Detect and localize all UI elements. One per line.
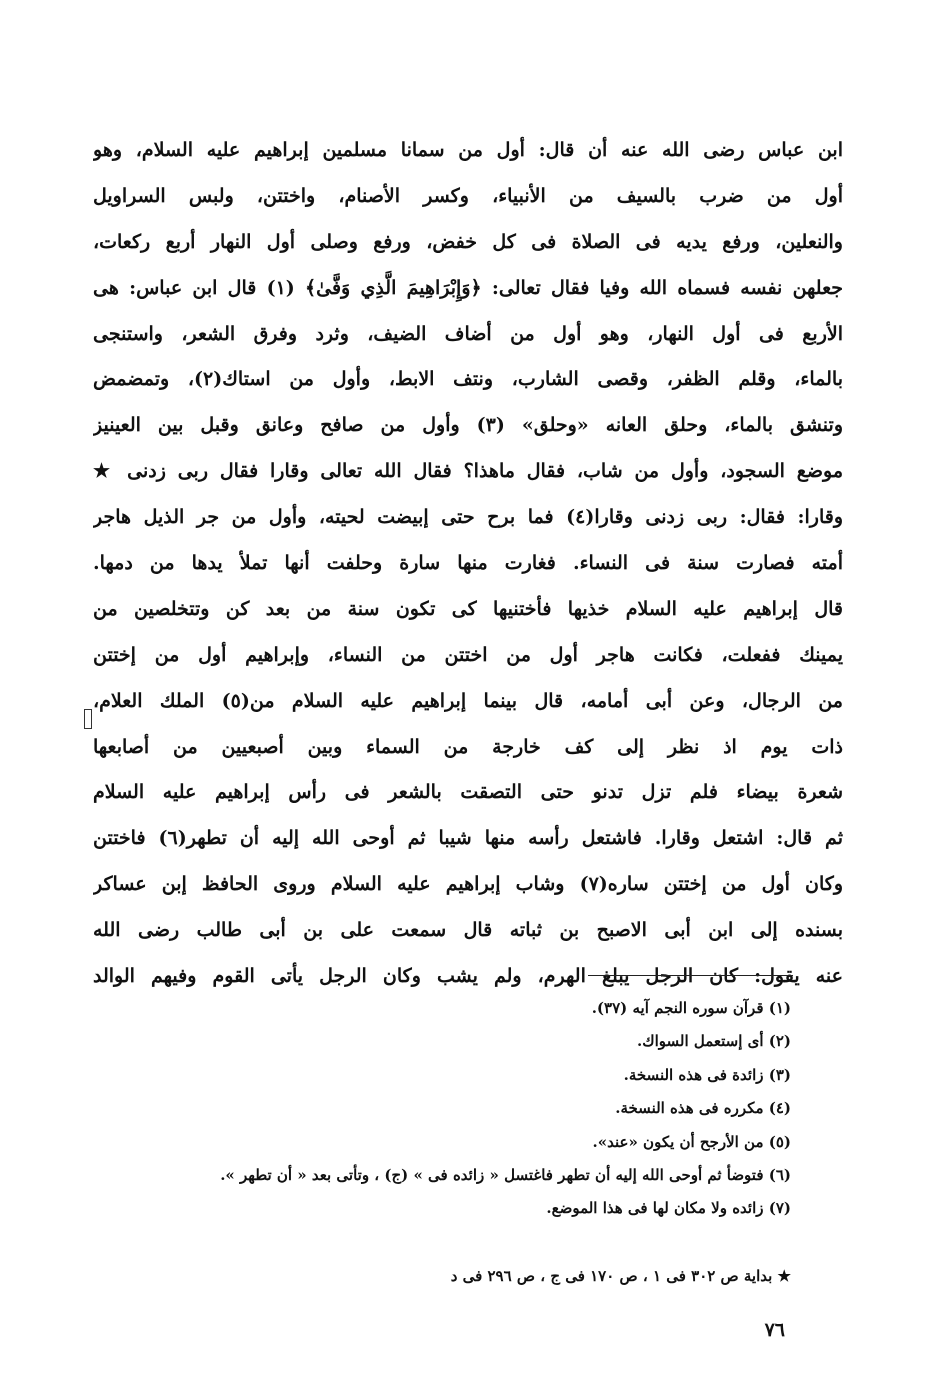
text-line: الأربع فى أول النهار، وهو أول من أضاف الضيف، وثرد وفرق الشعر، واستنجى [93, 322, 843, 345]
text-line: أمته فصارت سنة فى النساء. فغارت منها سارة وحلفت أنها تملأ يدها من دمها. [93, 552, 843, 575]
footnote-divider [588, 975, 793, 976]
footnotes-block [91, 992, 791, 1226]
footnote: (٧) زائده ولا مكان لها فى هذا الموضع. [546, 1199, 791, 1218]
text-line: والنعلين، ورفع يديه فى الصلاة فى كل خفض، ورفع وصلى أول النهار أربع ركعات، [93, 230, 843, 253]
text-line: أول من ضرب بالسيف من الأنبياء، وكسر الأصنام، واختتن، ولبس السراويل [93, 184, 843, 207]
text-line: وتنشق بالماء، وحلق العانه «وحلق» (٣) وأول من صافح وعانق وقبل بين العينيز [93, 414, 843, 437]
footnote: (٤) مكرره فى هذه النسخة. [615, 1099, 791, 1118]
text-line: جعلهن نفسه فسماه الله وفيا فقال تعالى: ﴿وَإِبْرَاهِيمَ الَّذِي وَفَّىٰ﴾ (١) قال ابن عباس: هى [93, 276, 843, 299]
text-line: بالماء، وقلم الظفر، وقصى الشارب، ونتف الابط، وأول من استاك(٢)، وتمضمض [93, 368, 843, 391]
text-line: شعرة بيضاء فلم تزل تدنو حتى التصقت بالشعر فى رأس إبراهيم عليه السلام [93, 781, 843, 804]
margin-bracket-mark [84, 709, 92, 729]
footnote: (٢) أى إستعمل السواك. [637, 1032, 791, 1051]
text-line: يمينك ففعلت، فكانت هاجر أول من اختتن من النساء، وإبراهيم أول من إختتن [93, 643, 843, 666]
main-text-block [93, 128, 843, 1000]
text-line: ابن عباس رضى الله عنه أن قال: أول من سمانا مسلمين إبراهيم عليه السلام، وهو [93, 139, 843, 161]
text-line: عنه يقول: كان الرجل يبلغ الهرم، ولم يشب وكان الرجل يأتى القوم وفيهم الوالد [93, 965, 843, 988]
footnote: (١) قرآن سوره النجم آيه (٣٧). [591, 999, 791, 1017]
text-line: ذات يوم اذ نظر إلى كف خارجة من السماء وبين أصبعيين من أصابعها [93, 735, 843, 758]
footnote: (٦) فتوضأ ثم أوحى الله إليه أن تطهر فاغتسل « زائده فى » (ج) ، وتأتى بعد « أن تطهر ». [220, 1165, 791, 1184]
text-line: موضع السجود، وأول من شاب، فقال ماهذا؟ فقال الله تعالى وقارا فقال ربى زدنى ★ [93, 460, 843, 483]
text-line: بسنده إلى ابن أبى الاصبح بن ثباته قال سمعت على بن أبى طالب رضى الله [93, 919, 843, 942]
text-line: من الرجال، وعن أبى أمامه، قال بينما إبراهيم عليه السلام من(٥) الملك العلام، [93, 689, 843, 712]
page-number: ٧٦ [764, 1319, 785, 1341]
text-line: قال إبراهيم عليه السلام خذيها فأختنيها كى تكون سنة من بعد كن وتتخلصين من [93, 597, 843, 620]
text-line: وقارا: فقال: ربى زدنى وقارا(٤) فما برح حتى إبيضت لحيته، وأول من جر الذيل هاجر [93, 506, 843, 529]
footnote: (٥) من الأرجح أن يكون «عند». [592, 1132, 791, 1151]
footnote: (٣) زائدة فى هذه النسخة. [623, 1065, 791, 1084]
text-line: ثم قال: اشتعل وقارا. فاشتعل رأسه منها شيبا ثم أوحى الله إليه أن تطهر(٦) فاختتن [93, 827, 843, 850]
edition-page-note: ★ بداية ص ٣٠٢ فى ١ ، ص ١٧٠ فى ج ، ص ٢٩٦ فى د [450, 1267, 791, 1285]
text-line: وكان أول من إختتن ساره(٧) وشاب إبراهيم عليه السلام وروى الحافظ إبن عساكر [93, 873, 843, 896]
